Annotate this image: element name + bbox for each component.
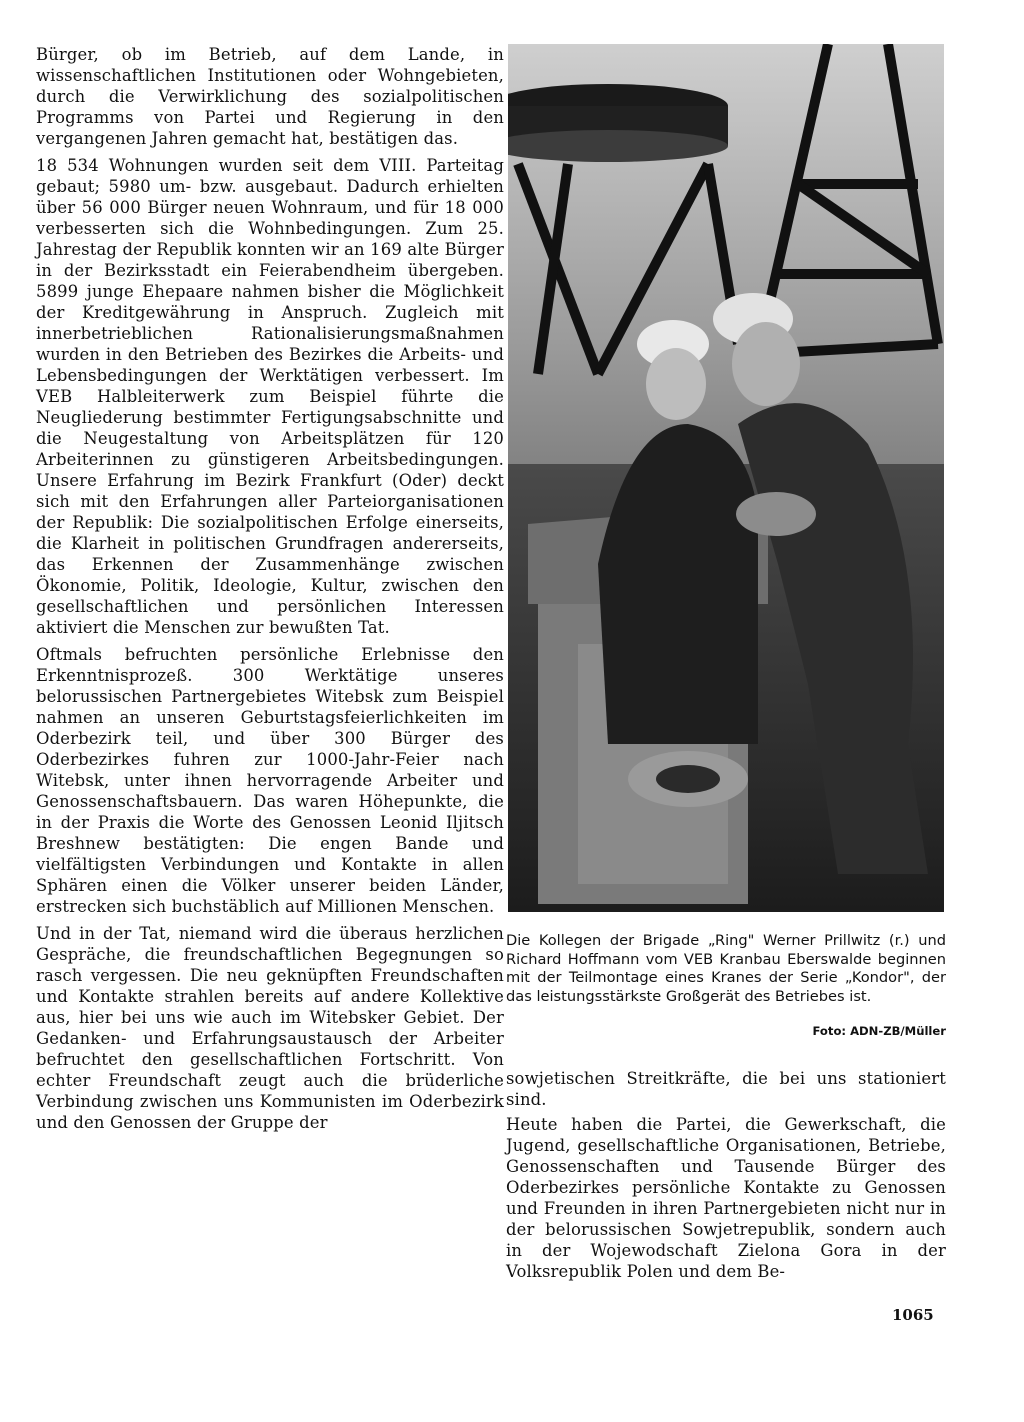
paragraph-5: sowjetischen Streitkräfte, die bei uns stationiert sind. xyxy=(506,1069,946,1109)
paragraph-1: Bürger, ob im Betrieb, auf dem Lande, in wissenschaftlichen Institutionen oder Wohngebieten, durch die Verwirklichung des sozialpolitischen Programms von Partei und Regierung in den vergangenen Jahren gemacht hat, bestätigen das. xyxy=(36,45,504,148)
left-text-column xyxy=(36,44,504,1139)
paragraph-6: Heute haben die Partei, die Gewerkschaft, die Jugend, gesellschaftliche Organisationen, Betriebe, Genossenschaften und Tausende Bürger des Oderbezirkes persönliche Kontakte zu Genossen und Freunden in ihren Partnergebieten nicht nur in der belorussischen Sowjetrepublik, sondern auch in der Wojewodschaft Zielona Gora in der Volksrepublik Polen und dem Be- xyxy=(506,1115,946,1281)
crane-workers-photo xyxy=(508,44,944,912)
right-text-column xyxy=(506,1068,946,1286)
photo-illustration xyxy=(508,44,944,912)
paragraph-3: Oftmals befruchten persönliche Erlebnisse den Erkenntnisprozeß. 300 Werktätige unseres belorussischen Partnergebietes Witebsk zum Beispiel nahmen an unseren Geburtstagsfeierlichkeiten im Oderbezirk teil, und über 300 Bürger des Oderbezirkes fuhren zur 1000-Jahr-Feier nach Witebsk, unter ihnen hervorragende Arbeiter und Genossenschaftsbauern. Das waren Höhepunkte, die in der Praxis die Worte des Genossen Leonid Iljitsch Breshnew bestätigten: Die engen Bande und vielfältigsten Verbindungen und Kontakte in allen Sphären einen die Völker unserer beiden Länder, erstrecken sich buchstäblich auf Millionen Menschen. xyxy=(36,645,504,916)
paragraph-2: 18 534 Wohnungen wurden seit dem VIII. Parteitag gebaut; 5980 um- bzw. ausgebaut. Dadurch erhielten über 56 000 Bürger neuen Wohnraum, und für 18 000 verbesserten sich die Wohnbedingungen. Zum 25. Jahrestag der Republik konnten wir an 169 alte Bürger in der Bezirksstadt ein Feierabendheim übergeben. 5899 junge Ehepaare nahmen bisher die Möglichkeit der Kreditgewährung in Anspruch. Zugleich mit innerbetrieblichen Rationalisierungsmaßnahmen wurden in den Betrieben des Bezirkes die Arbeits- und Lebensbedingungen der Werktätigen verbessert. Im VEB Halbleiterwerk zum Beispiel führte die Neugliederung bestimmter Fertigungsabschnitte und die Neugestaltung von Arbeitsplätzen für 120 Arbeiterinnen zu günstigeren Arbeitsbedingungen. Unsere Erfahrung im Bezirk Frankfurt (Oder) deckt sich mit den Erfahrungen aller Parteiorganisationen der Republik: Die sozialpolitischen Erfolge einerseits, die Klarheit in politischen Grundfragen andererseits, das Erkennen der Zusammenhänge zwischen Ökonomie, Politik, Ideologie, Kultur, zwischen den gesellschaftlichen und persönlichen Interessen aktiviert die Menschen zur bewußten Tat. xyxy=(36,156,504,637)
photo-caption: Die Kollegen der Brigade „Ring" Werner Prillwitz (r.) und Richard Hoffmann vom VEB Kranbau Eberswalde beginnen mit der Teilmontage eines Kranes der Serie „Kondor", der das leistungsstärkste Großgerät des Betriebes ist. xyxy=(506,932,946,1005)
photo-credit: Foto: ADN-ZB/Müller xyxy=(812,1024,946,1038)
paragraph-4: Und in der Tat, niemand wird die überaus herzlichen Gespräche, die freundschaftlichen Begegnungen so rasch vergessen. Die neu geknüpften Freundschaften und Kontakte strahlen bereits auf andere Kollektive aus, hier bei uns wie auch im Witebsker Gebiet. Der Gedanken- und Erfahrungsaustausch der Arbeiter befruchtet den gesellschaftlichen Fortschritt. Von echter Freundschaft zeugt auch die brüderliche Verbindung zwischen uns Kommunisten im Oderbezirk und den Genossen der Gruppe der xyxy=(36,924,504,1132)
page-number: 1065 xyxy=(892,1306,934,1324)
